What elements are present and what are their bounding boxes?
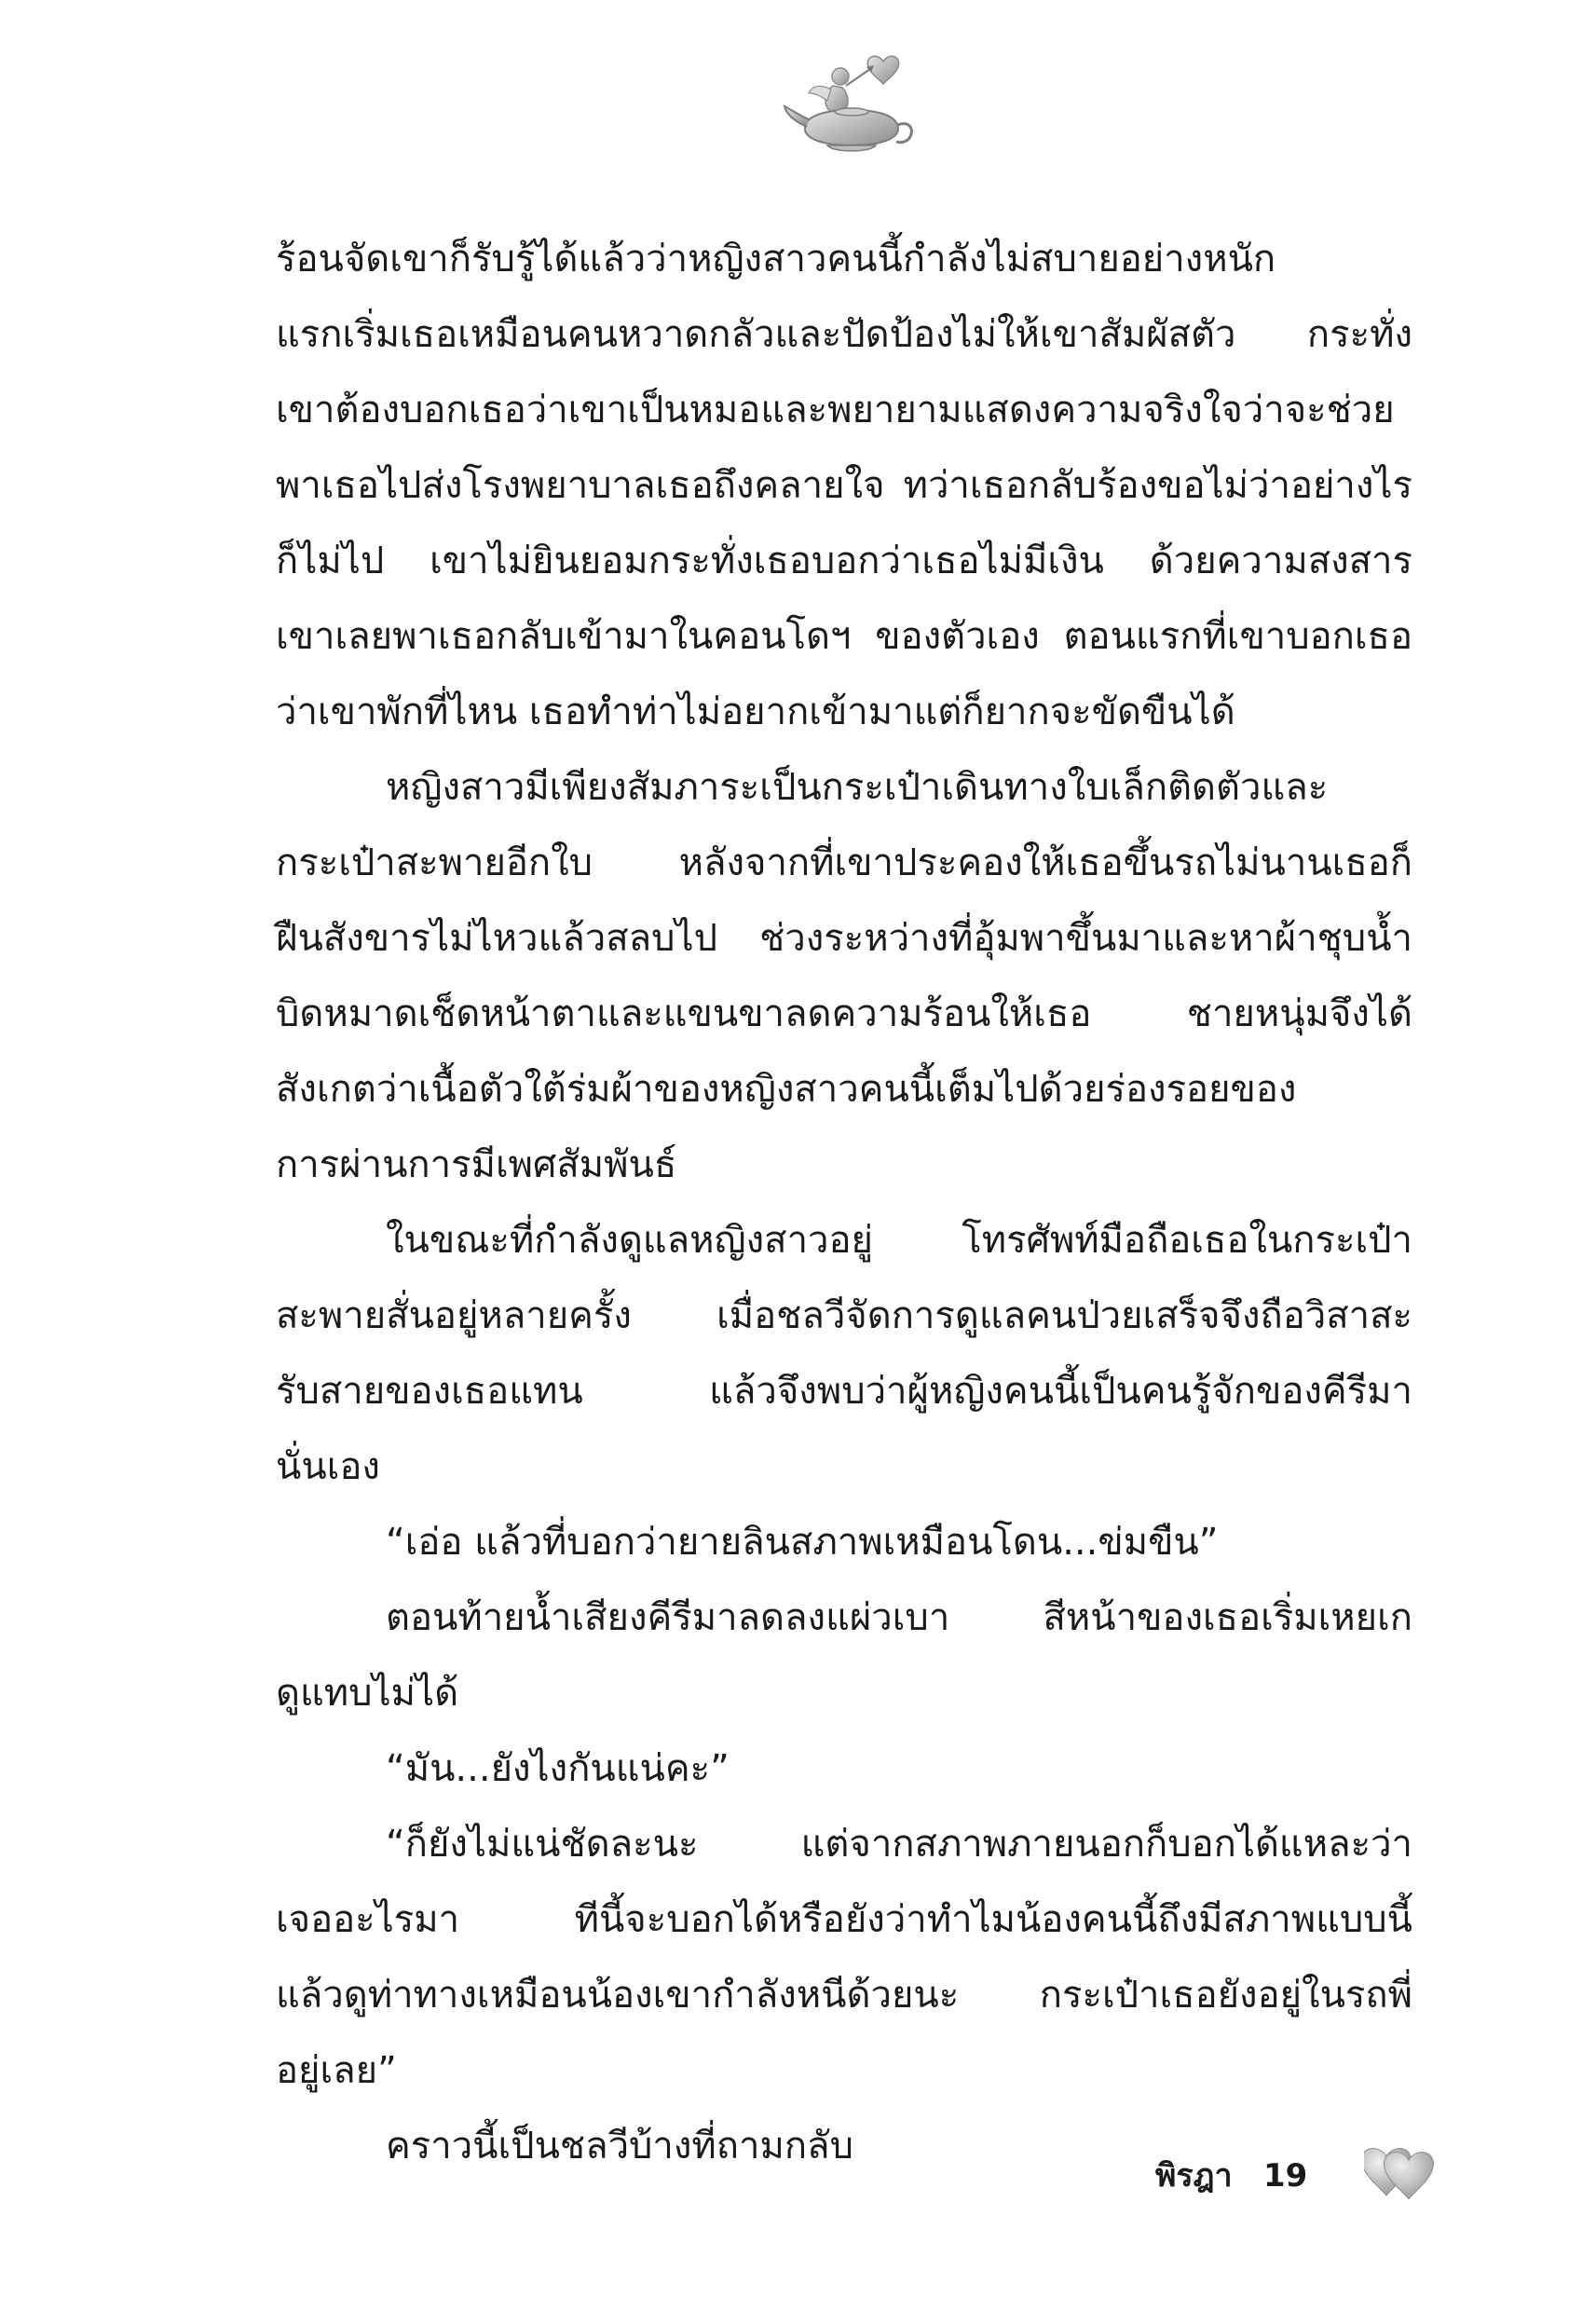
text-line: อยู่เลย”	[276, 2049, 397, 2092]
text-line: ในขณะที่กำลังดูแลหญิงสาวอยู่ โทรศัพท์มือถือเธอในกระเป๋า	[386, 1219, 1412, 1262]
text-line: แล้วดูท่าทางเหมือนน้องเขากำลังหนีด้วยนะ กระเป๋าเธอยังอยู่ในรถพี่	[276, 1974, 1412, 2017]
text-line: รับสายของเธอแทน แล้วจึงพบว่าผู้หญิงคนนี้เป็นคนรู้จักของคีรีมา	[276, 1370, 1412, 1413]
hearts-icon	[1364, 2143, 1435, 2205]
text-line: หญิงสาวมีเพียงสัมภาระเป็นกระเป๋าเดินทางใบเล็กติดตัวและ	[386, 766, 1329, 809]
text-line: บิดหมาดเช็ดหน้าตาและแขนขาลดความร้อนให้เธอ ชายหนุ่มจึงได้	[276, 992, 1412, 1035]
text-line: “เอ่อ แล้วที่บอกว่ายายลินสภาพเหมือนโดน...ข่มขืน”	[386, 1521, 1219, 1564]
text-line: เขาต้องบอกเธอว่าเขาเป็นหมอและพยายามแสดงความจริงใจว่าจะช่วย	[276, 389, 1395, 431]
text-line: สังเกตว่าเนื้อตัวใต้ร่มผ้าของหญิงสาวคนนี้เต็มไปด้วยร่องรอยของ	[276, 1068, 1297, 1111]
page-body-text	[276, 222, 1412, 2184]
text-line: การผ่านการมีเพศสัมพันธ์	[276, 1143, 677, 1186]
text-line: “มัน...ยังไงกันแน่คะ”	[386, 1747, 730, 1790]
text-line: ร้อนจัดเขาก็รับรู้ได้แล้วว่าหญิงสาวคนนี้กำลังไม่สบายอย่างหนัก	[276, 238, 1276, 280]
text-line: พาเธอไปส่งโรงพยาบาลเธอถึงคลายใจ ทว่าเธอกลับร้องขอไม่ว่าอย่างไร	[276, 464, 1412, 507]
text-line: เจออะไรมา ทีนี้จะบอกได้หรือยังว่าทำไมน้องคนนี้ถึงมีสภาพแบบนี้	[276, 1898, 1412, 1941]
text-line: เขาเลยพาเธอกลับเข้ามาในคอนโดฯ ของตัวเอง ตอนแรกที่เขาบอกเธอ	[276, 615, 1412, 658]
text-line: ดูแทบไม่ได้	[276, 1672, 459, 1715]
page-number: 19	[1263, 2157, 1308, 2195]
text-line: ฝืนสังขารไม่ไหวแล้วสลบไป ช่วงระหว่างที่อุ้มพาขึ้นมาและหาผ้าชุบน้ำ	[276, 917, 1412, 960]
text-line: ก็ไม่ไป เขาไม่ยินยอมกระทั่งเธอบอกว่าเธอไม่มีเงิน ด้วยความสงสาร	[276, 540, 1412, 582]
cupid-teapot-ornament-icon	[779, 48, 919, 162]
text-line: ว่าเขาพักที่ไหน เธอทำท่าไม่อยากเข้ามาแต่ก็ยากจะขัดขืนได้	[276, 691, 1235, 733]
text-line: ตอนท้ายน้ำเสียงคีรีมาลดลงแผ่วเบา สีหน้าของเธอเริ่มเหยเก	[386, 1596, 1412, 1639]
text-line: สะพายสั่นอยู่หลายครั้ง เมื่อชลวีจัดการดูแลคนป่วยเสร็จจึงถือวิสาสะ	[276, 1294, 1412, 1337]
text-line: กระเป๋าสะพายอีกใบ หลังจากที่เขาประคองให้เธอขึ้นรถไม่นานเธอก็	[276, 841, 1412, 884]
text-line: คราวนี้เป็นชลวีบ้างที่ถามกลับ	[386, 2125, 853, 2167]
running-title: พิรฎา	[1155, 2157, 1233, 2195]
text-line: นั่นเอง	[276, 1445, 380, 1488]
page-footer	[1155, 2143, 1435, 2208]
text-line: แรกเริ่มเธอเหมือนคนหวาดกลัวและปัดป้องไม่ให้เขาสัมผัสตัว กระทั่ง	[276, 313, 1412, 356]
text-line: “ก็ยังไม่แน่ชัดละนะ แต่จากสภาพภายนอกก็บอกได้แหละว่า	[386, 1823, 1412, 1866]
